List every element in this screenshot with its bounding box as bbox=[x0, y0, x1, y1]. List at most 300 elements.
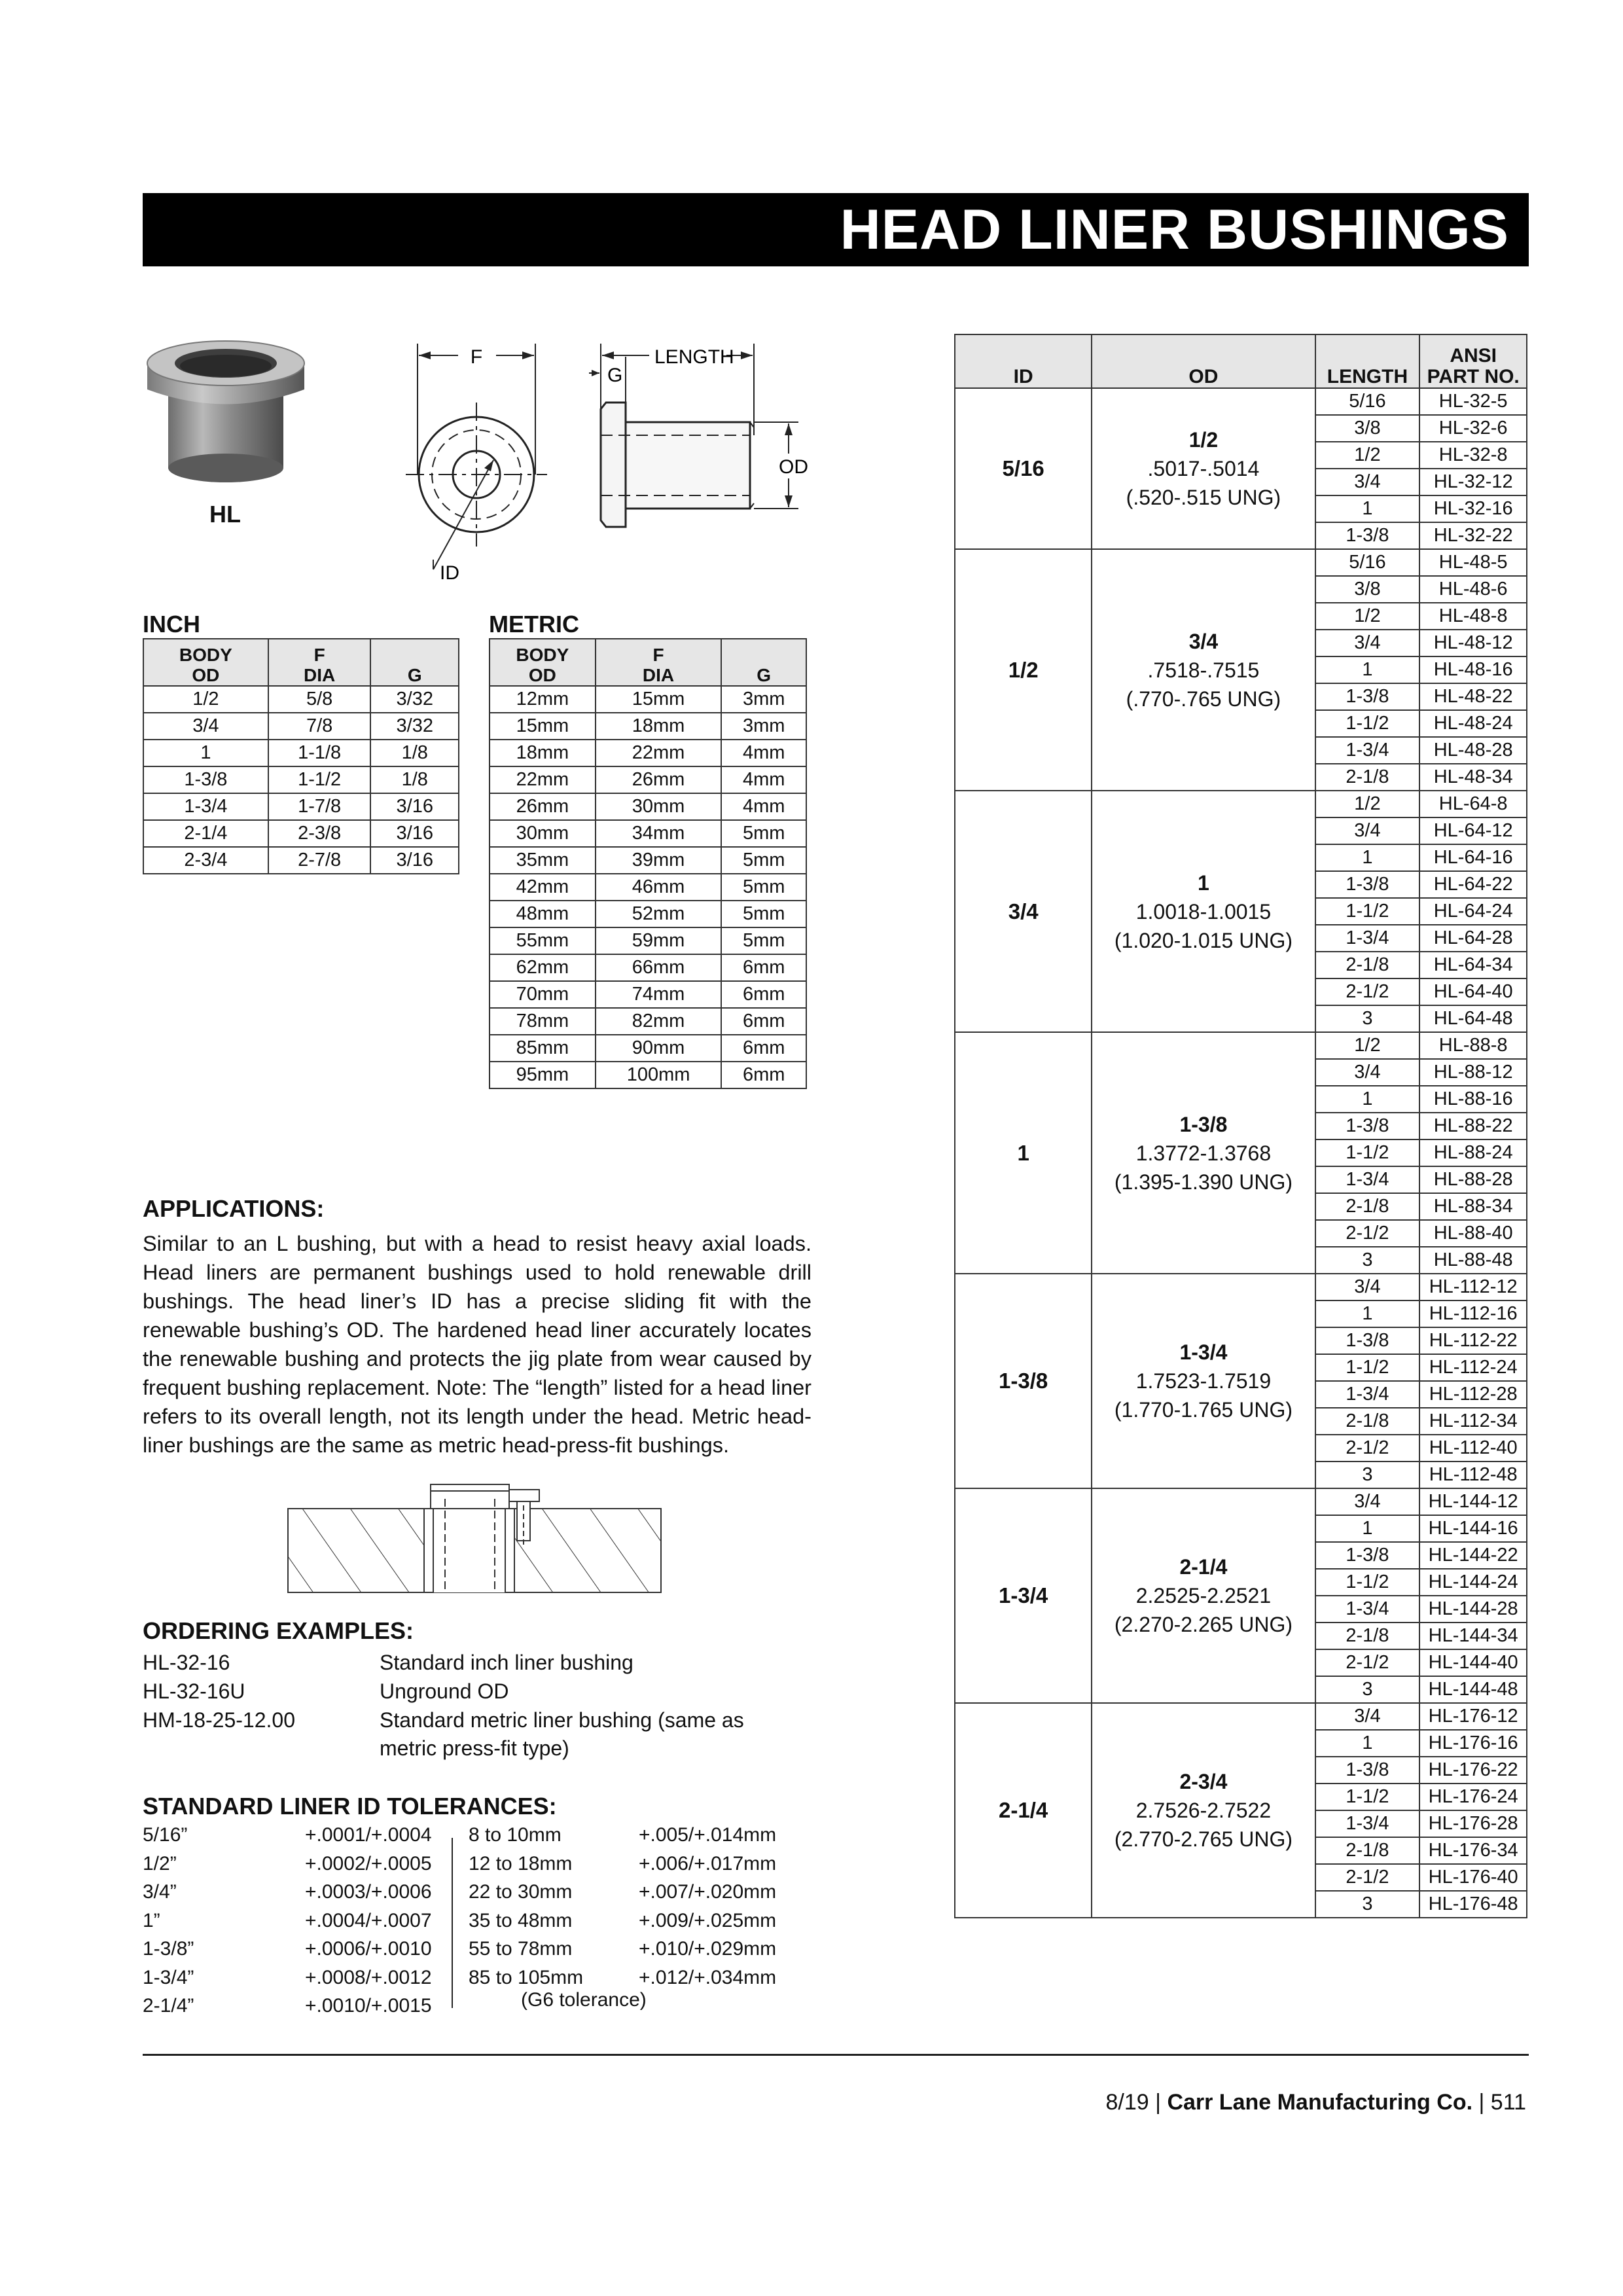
col-length: LENGTH bbox=[1315, 334, 1420, 388]
part-number-cell: HL-32-12 bbox=[1419, 469, 1527, 495]
table-row bbox=[955, 791, 1527, 817]
table-cell: 5mm bbox=[721, 927, 806, 954]
tolerance-inch-size: 2-1/4” bbox=[143, 1995, 194, 2017]
tolerance-inch-size: 3/4” bbox=[143, 1881, 177, 1903]
table-row bbox=[143, 686, 459, 713]
applications-title: APPLICATIONS: bbox=[143, 1195, 325, 1222]
table-row bbox=[490, 740, 806, 766]
table-cell: 48mm bbox=[490, 901, 596, 927]
id-label: ID bbox=[440, 562, 459, 584]
tolerance-metric-value: +.006/+.017mm bbox=[639, 1852, 777, 1874]
ordering-title: ORDERING EXAMPLES: bbox=[143, 1617, 414, 1644]
table-row bbox=[955, 1032, 1527, 1059]
bushing-od-cell bbox=[1092, 388, 1315, 549]
od-ung: (2.270-2.265 UNG) bbox=[1114, 1613, 1293, 1636]
footer-rule bbox=[143, 2054, 1529, 2056]
length-cell: 1 bbox=[1315, 844, 1420, 871]
length-cell: 1-3/4 bbox=[1315, 1596, 1420, 1623]
table-row bbox=[955, 1274, 1527, 1300]
length-cell: 1 bbox=[1315, 1515, 1420, 1542]
length-cell: 3/4 bbox=[1315, 817, 1420, 844]
tolerance-metric-value: +.010/+.029mm bbox=[639, 1938, 777, 1960]
table-cell: 2-7/8 bbox=[268, 847, 371, 874]
part-number-cell: HL-144-16 bbox=[1419, 1515, 1527, 1542]
table-cell: 3/16 bbox=[370, 820, 459, 847]
ordering-description: Unground OD bbox=[380, 1679, 509, 1703]
tolerance-metric-size: 12 to 18mm bbox=[469, 1852, 573, 1874]
part-number-cell: HL-32-22 bbox=[1419, 522, 1527, 549]
length-cell: 3/4 bbox=[1315, 1059, 1420, 1086]
table-cell: 2-1/4 bbox=[143, 820, 268, 847]
length-cell: 1-3/4 bbox=[1315, 1166, 1420, 1193]
ordering-code: HL-32-16U bbox=[143, 1679, 245, 1703]
part-number-cell: HL-144-24 bbox=[1419, 1569, 1527, 1596]
table-cell: 18mm bbox=[596, 713, 722, 740]
part-number-cell: HL-64-16 bbox=[1419, 844, 1527, 871]
installation-drawing bbox=[281, 1479, 674, 1597]
inch-table bbox=[143, 638, 459, 874]
part-number-cell: HL-144-28 bbox=[1419, 1596, 1527, 1623]
length-cell: 1-1/2 bbox=[1315, 898, 1420, 925]
tolerance-metric-value: +.009/+.025mm bbox=[639, 1909, 777, 1931]
table-row bbox=[143, 740, 459, 766]
table-cell: 55mm bbox=[490, 927, 596, 954]
table-row bbox=[955, 1703, 1527, 1730]
length-cell: 3/4 bbox=[1315, 1488, 1420, 1515]
part-number-cell: HL-32-16 bbox=[1419, 495, 1527, 522]
table-cell: 4mm bbox=[721, 793, 806, 820]
length-cell: 3/4 bbox=[1315, 1703, 1420, 1730]
table-cell: 5mm bbox=[721, 901, 806, 927]
length-cell: 3/4 bbox=[1315, 630, 1420, 656]
length-cell: 1-3/8 bbox=[1315, 1757, 1420, 1784]
od-nominal: 2-1/4 bbox=[1179, 1555, 1228, 1579]
part-number-cell: HL-64-22 bbox=[1419, 871, 1527, 898]
table-cell: 82mm bbox=[596, 1008, 722, 1035]
tolerance-inch-size: 1-3/4” bbox=[143, 1966, 194, 1988]
table-cell: 66mm bbox=[596, 954, 722, 981]
od-range: 1.7523-1.7519 bbox=[1135, 1369, 1272, 1393]
table-cell: 22mm bbox=[490, 766, 596, 793]
table-cell: 22mm bbox=[596, 740, 722, 766]
length-cell: 2-1/8 bbox=[1315, 952, 1420, 978]
od-ung: (2.770-2.765 UNG) bbox=[1114, 1827, 1293, 1851]
part-number-cell: HL-176-40 bbox=[1419, 1864, 1527, 1891]
part-number-cell: HL-64-40 bbox=[1419, 978, 1527, 1005]
bushing-od-cell bbox=[1092, 1274, 1315, 1488]
table-row bbox=[955, 388, 1527, 415]
ordering-description: Standard inch liner bushing bbox=[380, 1651, 633, 1674]
bushing-id-cell: 1-3/8 bbox=[955, 1274, 1092, 1488]
od-range: .7518-.7515 bbox=[1147, 658, 1260, 682]
od-nominal: 1-3/4 bbox=[1179, 1340, 1228, 1364]
length-cell: 2-1/8 bbox=[1315, 764, 1420, 791]
od-ung: (1.770-1.765 UNG) bbox=[1114, 1398, 1293, 1422]
length-cell: 1-3/4 bbox=[1315, 1381, 1420, 1408]
length-cell: 3 bbox=[1315, 1891, 1420, 1918]
od-nominal: 1-3/8 bbox=[1179, 1112, 1228, 1136]
table-cell: 39mm bbox=[596, 847, 722, 874]
tolerance-inch-size: 1/2” bbox=[143, 1852, 177, 1874]
table-cell: 46mm bbox=[596, 874, 722, 901]
od-ung: (.770-.765 UNG) bbox=[1126, 687, 1281, 711]
footer: 8/19 | Carr Lane Manufacturing Co. | 511 bbox=[1105, 2090, 1526, 2115]
table-cell: 74mm bbox=[596, 981, 722, 1008]
bushing-od-cell bbox=[1092, 549, 1315, 791]
table-cell: 12mm bbox=[490, 686, 596, 713]
length-cell: 1-1/2 bbox=[1315, 1784, 1420, 1810]
table-row bbox=[490, 713, 806, 740]
table-cell: 15mm bbox=[490, 713, 596, 740]
table-row bbox=[490, 981, 806, 1008]
table-row bbox=[490, 766, 806, 793]
tolerance-metric-size: 22 to 30mm bbox=[469, 1881, 573, 1903]
part-number-cell: HL-112-34 bbox=[1419, 1408, 1527, 1435]
part-number-cell: HL-48-28 bbox=[1419, 737, 1527, 764]
part-number-cell: HL-32-8 bbox=[1419, 442, 1527, 469]
part-number-cell: HL-144-40 bbox=[1419, 1649, 1527, 1676]
inch-header-2: G bbox=[370, 639, 459, 686]
table-row bbox=[490, 1008, 806, 1035]
table-row bbox=[490, 1035, 806, 1062]
table-row bbox=[490, 954, 806, 981]
inch-header-1: F DIA bbox=[268, 639, 371, 686]
table-cell: 5mm bbox=[721, 874, 806, 901]
part-number-cell: HL-112-12 bbox=[1419, 1274, 1527, 1300]
table-cell: 3/32 bbox=[370, 713, 459, 740]
bushing-id-cell: 1-3/4 bbox=[955, 1488, 1092, 1703]
part-number-cell: HL-144-34 bbox=[1419, 1623, 1527, 1649]
dimension-drawing bbox=[393, 337, 825, 586]
table-cell: 62mm bbox=[490, 954, 596, 981]
length-cell: 3 bbox=[1315, 1676, 1420, 1703]
bushing-id-cell: 3/4 bbox=[955, 791, 1092, 1032]
table-cell: 26mm bbox=[490, 793, 596, 820]
length-cell: 5/16 bbox=[1315, 388, 1420, 415]
length-cell: 2-1/8 bbox=[1315, 1623, 1420, 1649]
table-row bbox=[490, 1062, 806, 1088]
od-range: .5017-.5014 bbox=[1147, 457, 1260, 480]
table-cell: 1-1/8 bbox=[268, 740, 371, 766]
tolerance-metric-size: 55 to 78mm bbox=[469, 1938, 573, 1960]
length-cell: 1/2 bbox=[1315, 1032, 1420, 1059]
tolerance-inch-value: +.0006/+.0010 bbox=[305, 1938, 432, 1960]
part-number-cell: HL-88-16 bbox=[1419, 1086, 1527, 1113]
length-cell: 1-3/4 bbox=[1315, 737, 1420, 764]
length-cell: 3 bbox=[1315, 1005, 1420, 1032]
table-cell: 6mm bbox=[721, 1035, 806, 1062]
bushing-id-cell: 2-1/4 bbox=[955, 1703, 1092, 1918]
table-cell: 1-3/4 bbox=[143, 793, 268, 820]
length-cell: 3/8 bbox=[1315, 415, 1420, 442]
table-cell: 100mm bbox=[596, 1062, 722, 1088]
part-number-cell: HL-48-8 bbox=[1419, 603, 1527, 630]
part-number-cell: HL-64-24 bbox=[1419, 898, 1527, 925]
g-label: G bbox=[607, 365, 623, 386]
table-cell: 6mm bbox=[721, 981, 806, 1008]
part-number-cell: HL-88-12 bbox=[1419, 1059, 1527, 1086]
table-cell: 6mm bbox=[721, 1008, 806, 1035]
part-number-cell: HL-112-28 bbox=[1419, 1381, 1527, 1408]
col-id: ID bbox=[955, 334, 1092, 388]
length-cell: 1-3/4 bbox=[1315, 1810, 1420, 1837]
applications-text: Similar to an L bushing, but with a head to resist heavy axial loads. Head liners are permanent bushings used to hold renewable drill bushings. The head liner’s ID has a precise sliding fit with the renewable bushing’s OD. The hardened head liner accurately locates the renewable bushing and protects the jig plate from wear caused by frequent bushing replacement. Note: The “length” listed for a head liner refers to its overall length, not its length under the head. Metric head-liner bushings are the same as metric head-press-fit bushings. bbox=[143, 1232, 812, 1457]
table-row bbox=[490, 686, 806, 713]
f-label: F bbox=[470, 346, 483, 368]
table-row bbox=[143, 847, 459, 874]
table-row bbox=[490, 820, 806, 847]
table-cell: 4mm bbox=[721, 766, 806, 793]
bushing-photo bbox=[141, 337, 311, 494]
table-cell: 3/16 bbox=[370, 793, 459, 820]
od-nominal: 3/4 bbox=[1188, 629, 1219, 653]
table-cell: 1/2 bbox=[143, 686, 268, 713]
table-cell: 1/8 bbox=[370, 766, 459, 793]
tolerance-inch-size: 1-3/8” bbox=[143, 1938, 194, 1960]
table-cell: 30mm bbox=[596, 793, 722, 820]
table-row bbox=[490, 793, 806, 820]
table-cell: 35mm bbox=[490, 847, 596, 874]
part-number-cell: HL-112-40 bbox=[1419, 1435, 1527, 1462]
footer-date: 8/19 bbox=[1105, 2090, 1149, 2115]
part-number-cell: HL-48-16 bbox=[1419, 656, 1527, 683]
table-row bbox=[143, 820, 459, 847]
part-number-cell: HL-176-24 bbox=[1419, 1784, 1527, 1810]
inch-title: INCH bbox=[143, 611, 200, 637]
table-row bbox=[955, 549, 1527, 576]
length-cell: 2-1/8 bbox=[1315, 1837, 1420, 1864]
tolerance-metric-value: +.007/+.020mm bbox=[639, 1881, 777, 1903]
part-number-cell: HL-64-28 bbox=[1419, 925, 1527, 952]
table-cell: 5/8 bbox=[268, 686, 371, 713]
length-cell: 1/2 bbox=[1315, 791, 1420, 817]
length-cell: 1-3/8 bbox=[1315, 683, 1420, 710]
part-number-cell: HL-176-12 bbox=[1419, 1703, 1527, 1730]
part-number-cell: HL-32-5 bbox=[1419, 388, 1527, 415]
table-cell: 1/8 bbox=[370, 740, 459, 766]
part-number-cell: HL-88-34 bbox=[1419, 1193, 1527, 1220]
footer-company: Carr Lane Manufacturing Co. bbox=[1167, 2090, 1473, 2115]
tolerance-metric-size: 8 to 10mm bbox=[469, 1824, 562, 1846]
od-range: 1.0018-1.0015 bbox=[1135, 899, 1272, 924]
length-cell: 1-1/2 bbox=[1315, 1569, 1420, 1596]
table-cell: 3/32 bbox=[370, 686, 459, 713]
length-cell: 2-1/2 bbox=[1315, 1220, 1420, 1247]
length-cell: 2-1/2 bbox=[1315, 1864, 1420, 1891]
page-title: HEAD LINER BUSHINGS bbox=[840, 198, 1509, 261]
bushing-od-cell bbox=[1092, 1703, 1315, 1918]
tolerance-metric-value: +.012/+.034mm bbox=[639, 1966, 777, 1988]
table-cell: 85mm bbox=[490, 1035, 596, 1062]
part-number-cell: HL-88-24 bbox=[1419, 1139, 1527, 1166]
table-cell: 3/16 bbox=[370, 847, 459, 874]
inch-header-0: BODY OD bbox=[143, 639, 268, 686]
bushing-od-cell bbox=[1092, 1488, 1315, 1703]
part-number-cell: HL-88-8 bbox=[1419, 1032, 1527, 1059]
table-cell: 3mm bbox=[721, 713, 806, 740]
tolerance-metric-size: 35 to 48mm bbox=[469, 1909, 573, 1931]
table-cell: 2-3/8 bbox=[268, 820, 371, 847]
part-number-cell: HL-176-48 bbox=[1419, 1891, 1527, 1918]
title-bar bbox=[143, 193, 1529, 266]
ordering-continuation: metric press-fit type) bbox=[380, 1736, 569, 1760]
od-ung: (1.020-1.015 UNG) bbox=[1114, 928, 1293, 952]
length-cell: 3/4 bbox=[1315, 1274, 1420, 1300]
part-number-cell: HL-176-16 bbox=[1419, 1730, 1527, 1757]
length-cell: 1-1/2 bbox=[1315, 1139, 1420, 1166]
length-cell: 1/2 bbox=[1315, 603, 1420, 630]
part-number-cell: HL-32-6 bbox=[1419, 415, 1527, 442]
col-part-no: ANSI PART NO. bbox=[1419, 334, 1527, 388]
od-ung: (.520-.515 UNG) bbox=[1126, 486, 1281, 509]
ordering-code: HM-18-25-12.00 bbox=[143, 1708, 295, 1732]
part-number-cell: HL-48-24 bbox=[1419, 710, 1527, 737]
metric-header-2: G bbox=[721, 639, 806, 686]
part-number-cell: HL-144-22 bbox=[1419, 1542, 1527, 1569]
tolerance-inch-value: +.0003/+.0006 bbox=[305, 1881, 432, 1903]
length-cell: 5/16 bbox=[1315, 549, 1420, 576]
od-ung: (1.395-1.390 UNG) bbox=[1114, 1170, 1293, 1194]
length-cell: 1-1/2 bbox=[1315, 1354, 1420, 1381]
table-cell: 1-3/8 bbox=[143, 766, 268, 793]
table-cell: 1 bbox=[143, 740, 268, 766]
part-number-cell: HL-176-22 bbox=[1419, 1757, 1527, 1784]
table-cell: 70mm bbox=[490, 981, 596, 1008]
tolerance-inch-value: +.0002/+.0005 bbox=[305, 1852, 432, 1874]
table-cell: 5mm bbox=[721, 820, 806, 847]
part-number-cell: HL-112-22 bbox=[1419, 1327, 1527, 1354]
part-number-table bbox=[954, 334, 1527, 1918]
length-cell: 1-3/8 bbox=[1315, 1542, 1420, 1569]
table-cell: 15mm bbox=[596, 686, 722, 713]
bushing-od-cell bbox=[1092, 791, 1315, 1032]
table-row bbox=[490, 901, 806, 927]
length-label: LENGTH bbox=[654, 346, 734, 368]
length-cell: 2-1/2 bbox=[1315, 1649, 1420, 1676]
metric-header-1: F DIA bbox=[596, 639, 722, 686]
part-number-cell: HL-64-48 bbox=[1419, 1005, 1527, 1032]
length-cell: 1-3/4 bbox=[1315, 925, 1420, 952]
part-number-cell: HL-112-16 bbox=[1419, 1300, 1527, 1327]
table-row bbox=[490, 847, 806, 874]
part-number-cell: HL-88-28 bbox=[1419, 1166, 1527, 1193]
part-number-cell: HL-48-34 bbox=[1419, 764, 1527, 791]
length-cell: 1 bbox=[1315, 1300, 1420, 1327]
od-range: 2.2525-2.2521 bbox=[1135, 1584, 1272, 1607]
length-cell: 2-1/8 bbox=[1315, 1193, 1420, 1220]
ordering-code: HL-32-16 bbox=[143, 1651, 230, 1674]
table-cell: 42mm bbox=[490, 874, 596, 901]
bushing-id-cell: 1 bbox=[955, 1032, 1092, 1274]
table-cell: 78mm bbox=[490, 1008, 596, 1035]
table-cell: 59mm bbox=[596, 927, 722, 954]
od-label: OD bbox=[779, 456, 808, 478]
table-row bbox=[143, 713, 459, 740]
length-cell: 1-3/8 bbox=[1315, 1327, 1420, 1354]
part-number-cell: HL-48-5 bbox=[1419, 549, 1527, 576]
tolerance-divider bbox=[452, 1838, 453, 2008]
part-number-cell: HL-112-48 bbox=[1419, 1462, 1527, 1488]
metric-header-0: BODY OD bbox=[490, 639, 596, 686]
table-cell: 30mm bbox=[490, 820, 596, 847]
bushing-id-cell: 1/2 bbox=[955, 549, 1092, 791]
part-number-cell: HL-48-12 bbox=[1419, 630, 1527, 656]
table-cell: 4mm bbox=[721, 740, 806, 766]
tolerance-metric-size: 85 to 105mm bbox=[469, 1966, 584, 1988]
photo-label: HL bbox=[209, 501, 241, 528]
tolerance-inch-value: +.0010/+.0015 bbox=[305, 1995, 432, 2017]
table-cell: 1-7/8 bbox=[268, 793, 371, 820]
part-number-cell: HL-176-34 bbox=[1419, 1837, 1527, 1864]
od-range: 2.7526-2.7522 bbox=[1135, 1799, 1272, 1822]
table-row bbox=[490, 927, 806, 954]
length-cell: 2-1/8 bbox=[1315, 1408, 1420, 1435]
length-cell: 1-3/8 bbox=[1315, 871, 1420, 898]
tolerances-title: STANDARD LINER ID TOLERANCES: bbox=[143, 1793, 557, 1820]
part-number-cell: HL-64-34 bbox=[1419, 952, 1527, 978]
table-row bbox=[143, 793, 459, 820]
part-number-cell: HL-88-22 bbox=[1419, 1113, 1527, 1139]
part-number-cell: HL-48-6 bbox=[1419, 576, 1527, 603]
length-cell: 1/2 bbox=[1315, 442, 1420, 469]
bushing-od-cell bbox=[1092, 1032, 1315, 1274]
table-cell: 95mm bbox=[490, 1062, 596, 1088]
length-cell: 1 bbox=[1315, 656, 1420, 683]
od-range: 1.3772-1.3768 bbox=[1135, 1141, 1272, 1165]
length-cell: 1-1/2 bbox=[1315, 710, 1420, 737]
tolerance-inch-size: 1” bbox=[143, 1909, 160, 1931]
part-number-cell: HL-64-12 bbox=[1419, 817, 1527, 844]
footer-page-number: 511 bbox=[1490, 2090, 1526, 2115]
table-cell: 18mm bbox=[490, 740, 596, 766]
ordering-description: Standard metric liner bushing (same as bbox=[380, 1708, 744, 1732]
od-nominal: 1/2 bbox=[1188, 428, 1219, 452]
part-number-cell: HL-88-48 bbox=[1419, 1247, 1527, 1274]
length-cell: 2-1/2 bbox=[1315, 978, 1420, 1005]
table-cell: 2-3/4 bbox=[143, 847, 268, 874]
part-number-cell: HL-176-28 bbox=[1419, 1810, 1527, 1837]
table-row bbox=[955, 1488, 1527, 1515]
part-number-cell: HL-48-22 bbox=[1419, 683, 1527, 710]
od-nominal: 1 bbox=[1198, 870, 1209, 895]
tolerance-inch-value: +.0004/+.0007 bbox=[305, 1909, 432, 1931]
table-cell: 7/8 bbox=[268, 713, 371, 740]
od-nominal: 2-3/4 bbox=[1179, 1770, 1228, 1793]
part-number-cell: HL-144-12 bbox=[1419, 1488, 1527, 1515]
length-cell: 3 bbox=[1315, 1462, 1420, 1488]
length-cell: 3/8 bbox=[1315, 576, 1420, 603]
tolerance-inch-size: 5/16” bbox=[143, 1824, 188, 1846]
metric-table bbox=[489, 638, 807, 1089]
table-cell: 52mm bbox=[596, 901, 722, 927]
table-cell: 3mm bbox=[721, 686, 806, 713]
table-cell: 5mm bbox=[721, 847, 806, 874]
tolerance-note: (G6 tolerance) bbox=[521, 1989, 647, 2011]
bushing-id-cell: 5/16 bbox=[955, 388, 1092, 549]
metric-title: METRIC bbox=[489, 611, 579, 637]
length-cell: 1-3/8 bbox=[1315, 1113, 1420, 1139]
col-od: OD bbox=[1092, 334, 1315, 388]
table-cell: 6mm bbox=[721, 1062, 806, 1088]
table-cell: 90mm bbox=[596, 1035, 722, 1062]
part-number-cell: HL-112-24 bbox=[1419, 1354, 1527, 1381]
part-number-cell: HL-144-48 bbox=[1419, 1676, 1527, 1703]
table-row bbox=[143, 766, 459, 793]
length-cell: 1-3/8 bbox=[1315, 522, 1420, 549]
tolerance-inch-value: +.0001/+.0004 bbox=[305, 1824, 432, 1846]
tolerance-inch-value: +.0008/+.0012 bbox=[305, 1966, 432, 1988]
length-cell: 1 bbox=[1315, 495, 1420, 522]
